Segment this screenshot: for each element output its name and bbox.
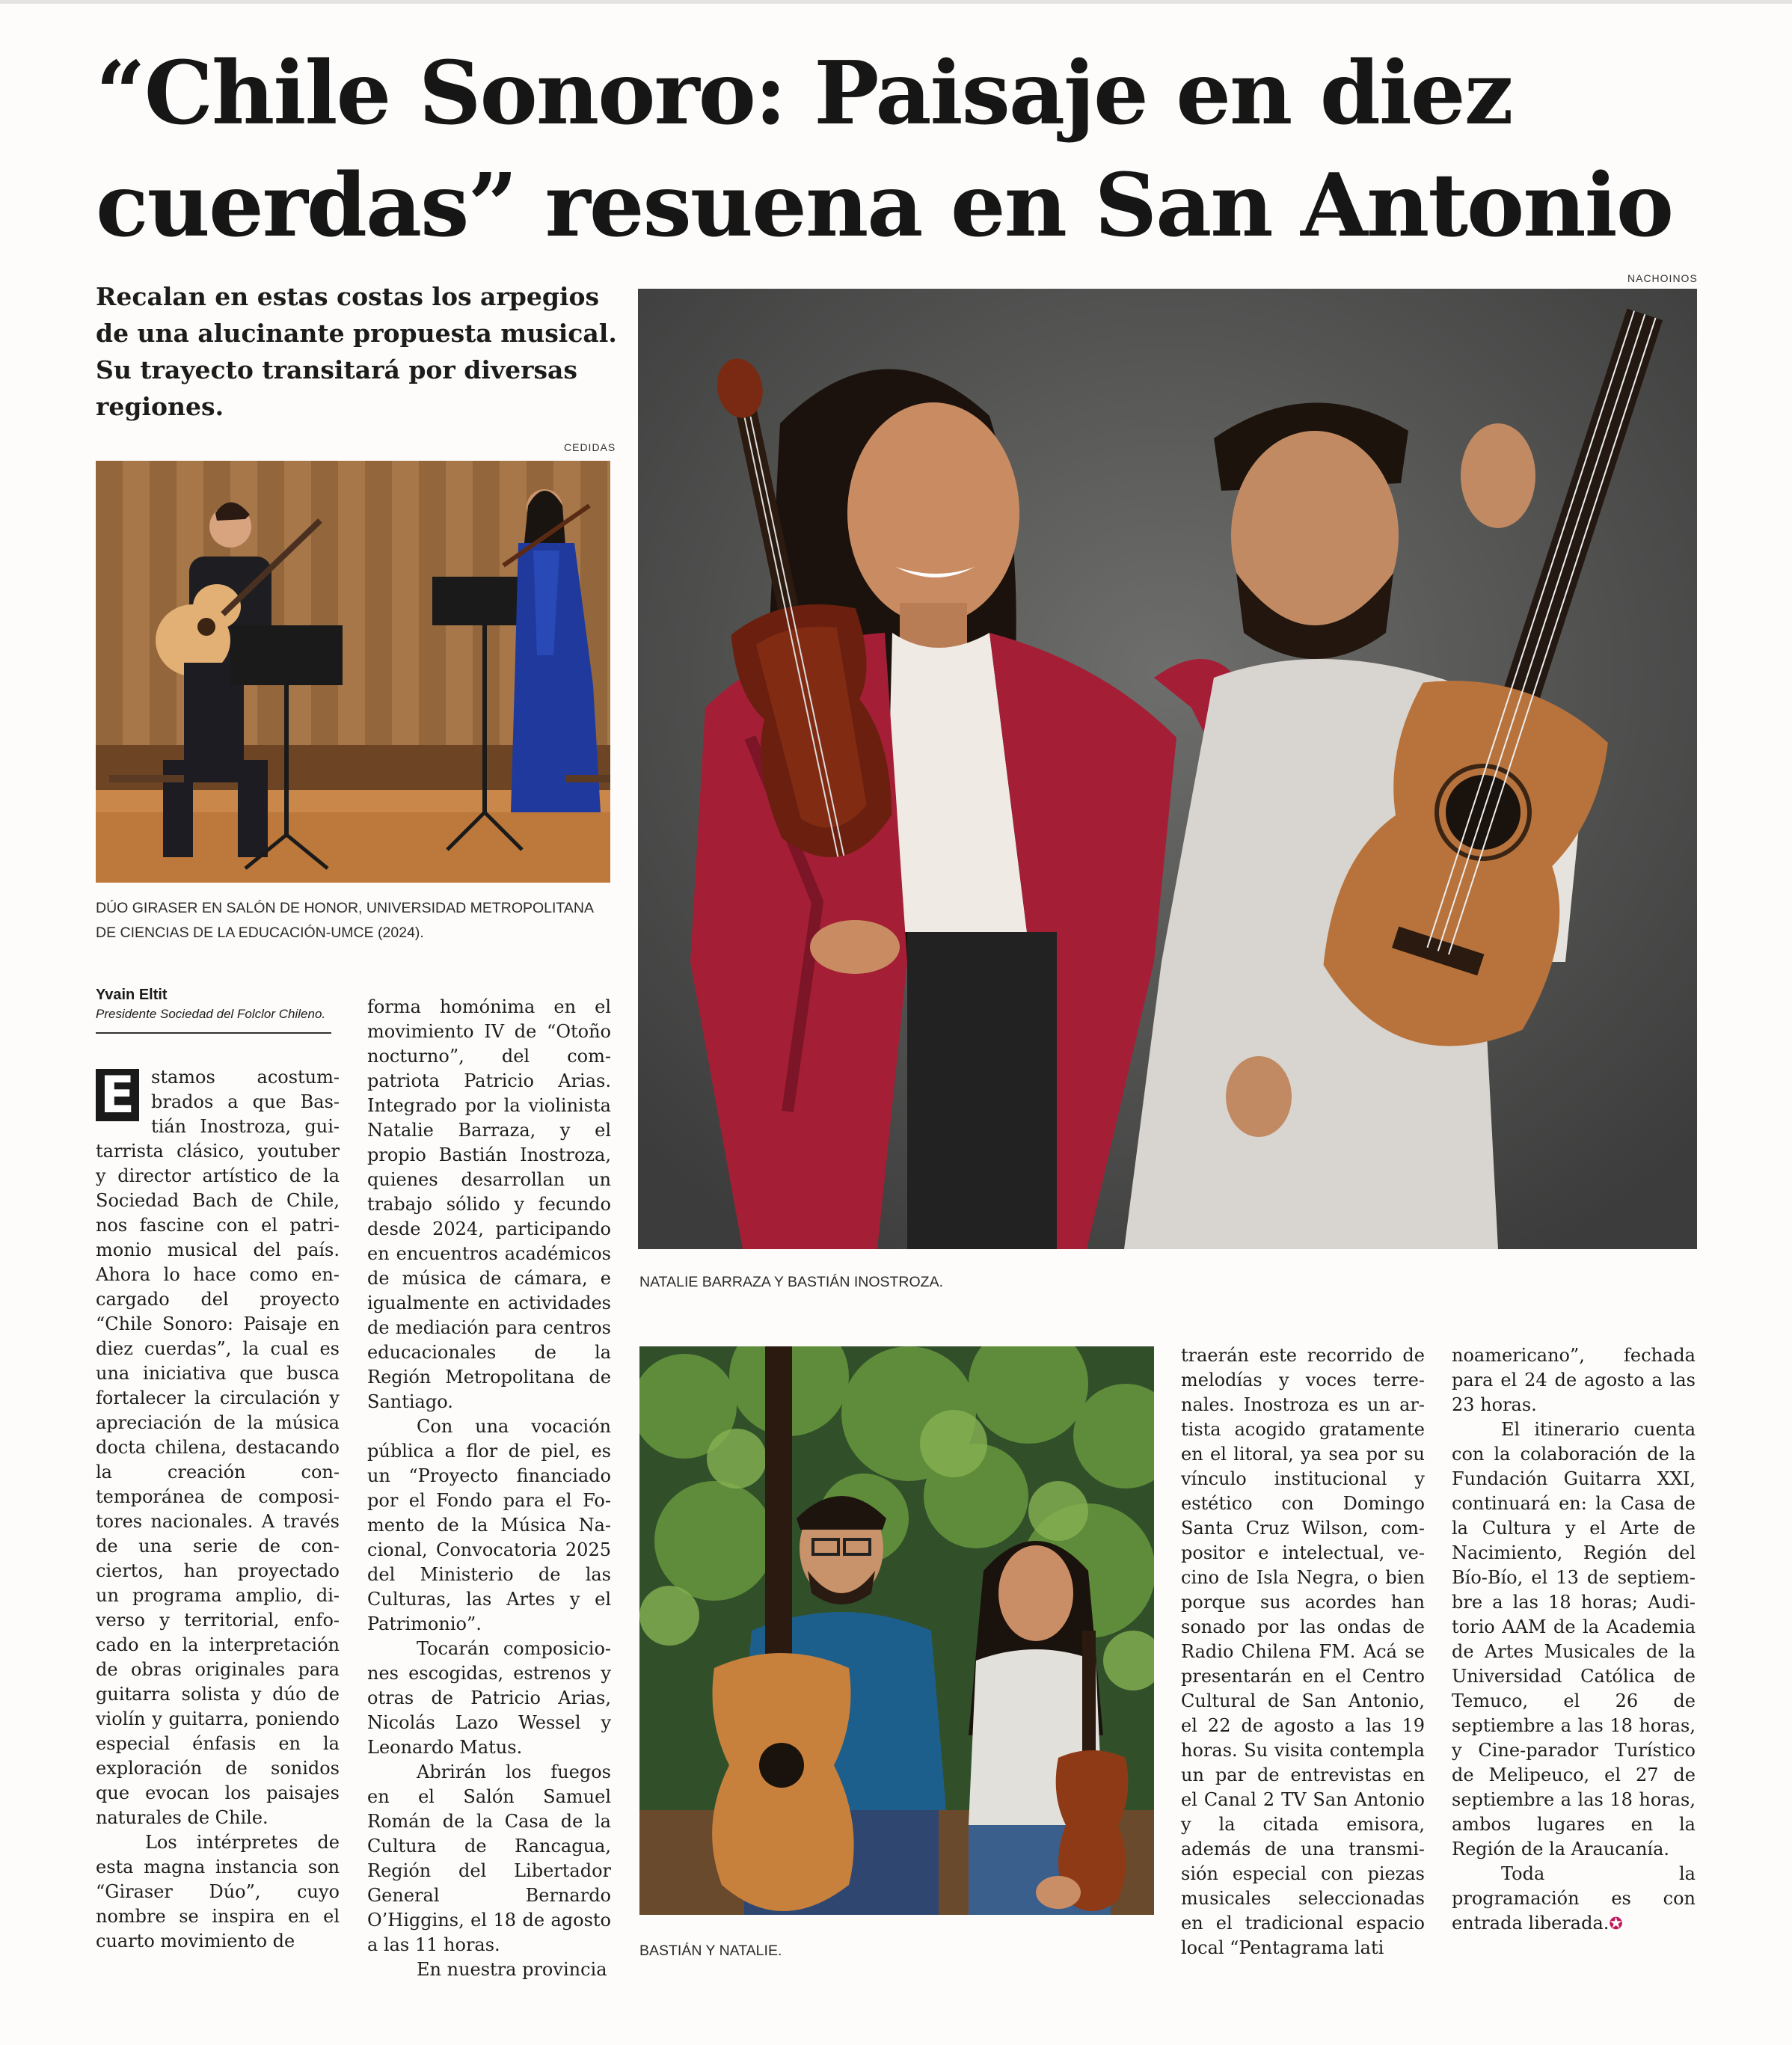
end-mark-icon: ✪ — [1609, 1915, 1623, 1934]
portrait-photo-credit: NACHOINOS — [1627, 272, 1698, 284]
body-column-1 — [96, 1065, 340, 1954]
author-rule — [96, 1032, 331, 1034]
lead-paragraph: Recalan en estas costas los arpegios de una alucinante propuesta musical. Su trayecto transitará por diversas regiones. — [96, 282, 617, 421]
body-paragraph: forma homónima en el movimiento IV de “Otoño nocturno”, del compatriota Patricio Arias. Integrado por la violinista Natalie Barraza, y el propio Bastián Inostroza, quienes desarrollan un trabajo sólido y fecundo desde 2024, participando en encuentros académicos de música de cámara, e igualmente en actividades de mediación para centros educacionales de la Región Metropolitana de Santiago. — [367, 996, 611, 1412]
concert-photo-credit: CEDIDAS — [564, 441, 616, 453]
outdoor-photo-caption: BASTIÁN Y NATALIE. — [639, 1943, 782, 1959]
body-column-4 — [1452, 1343, 1696, 1937]
headline: “Chile Sonoro: Paisaje en diez cuerdas” resuena en San Antonio — [96, 43, 1673, 257]
outdoor-photo — [639, 1346, 1154, 1915]
body-paragraph: traerán este recorrido de melodías y voces terrenales. Inostroza es un artista acogido gratamente en el litoral, ya sea por su vínculo institucional y estético con Domingo Santa Cruz Wilson, compositor e intelectual, vecino de Isla Negra, o bien porque sus acordes han sonado por las ondas de Radio Chilena FM. Acá se presentarán en el Centro Cultural de San Antonio, el 22 de agosto a las 19 horas. Su visita contempla un par de entrevistas en el Canal 2 TV San Antonio y la citada emisora, además de una transmisión especial con piezas musicales seleccionadas en el tradicional espacio local “Pentagrama lati — [1181, 1345, 1425, 1958]
body-column-3 — [1181, 1343, 1425, 1960]
body-paragraph: Con una vocación pública a flor de piel, es un “Proyecto financiado por el Fondo para el Fomento de la Música Nacional, Convocatoria 2025 del Ministerio de las Culturas, las Artes y el Patrimonio”. — [367, 1416, 611, 1634]
author-block — [96, 984, 334, 1034]
top-rule — [0, 0, 1792, 4]
body-paragraph: Abrirán los fuegos en el Salón Samuel Román de la Casa de la Cultura de Rancagua, Región del Libertador General Bernardo O’Higgins, el 18 de agosto a las 11 horas. — [367, 1762, 611, 1955]
body-paragraph: E stamos acostumbrados a que Bastián Inostroza, guitarrista clásico, youtuber y director artístico de la Sociedad Bach de Chile, nos fascine con el patrimonio musical del país. Ahora lo hace como encargado del proyecto “Chile Sonoro: Paisaje en diez cuerdas”, la cual es una iniciativa que busca fortalecer la circulación y apreciación de la música docta chilena, destacando la creación contemporánea de compositores nacionales. A través de una serie de conciertos, han proyectado un programa amplio, diverso y territorial, enfocado en la interpretación de obras originales para guitarra solista y dúo de violín y guitarra, poniendo especial énfasis en la exploración de sonidos que evocan los paisajes naturales de Chile. — [96, 1066, 340, 1828]
author-name: Yvain Eltit — [96, 987, 168, 1003]
concert-photo-caption: DÚO GIRASER EN SALÓN DE HONOR, UNIVERSIDAD METROPOLITANA DE CIENCIAS DE LA EDUCACIÓN-UMCE (2024). — [96, 900, 593, 941]
body-paragraph: noamericano”, fechada para el 24 de agosto a las 23 horas. — [1452, 1345, 1696, 1415]
body-paragraph: En nuestra provincia — [417, 1959, 607, 1980]
body-paragraph: Los intérpretes de esta magna instancia son “Giraser Dúo”, cuyo nombre se inspira en el cuarto movimiento de — [96, 1832, 340, 1952]
portrait-photo-caption: NATALIE BARRAZA Y BASTIÁN INOSTROZA. — [639, 1274, 943, 1290]
body-paragraph: Toda la programación es con entrada liberada.✪ — [1452, 1863, 1696, 1934]
portrait-photo — [638, 289, 1697, 1249]
author-role: Presidente Sociedad del Folclor Chileno. — [96, 1007, 326, 1021]
concert-photo — [96, 461, 610, 883]
drop-cap: E — [96, 1069, 139, 1121]
body-paragraph: El itinerario cuenta con la colaboración de la Fundación Guitarra XXI, continuará en: la Casa de la Cultura y el Arte de Nacimiento, Región del Bío-Bío, el 13 de septiembre a las 18 horas; Auditorio AAM de la Academia de Artes Musicales de la Universidad Católica de Temuco, el 26 de septiembre a las 18 horas, y Cine-parador Turístico de Melipeuco, el 27 de septiembre a las 18 horas, ambos lugares en la Región de la Araucanía. — [1452, 1419, 1696, 1859]
body-column-2 — [367, 995, 611, 1982]
body-paragraph: Tocarán composiciones escogidas, estrenos y otras de Patricio Arias, Nicolás Lazo Wessel y Leonardo Matus. — [367, 1638, 611, 1758]
